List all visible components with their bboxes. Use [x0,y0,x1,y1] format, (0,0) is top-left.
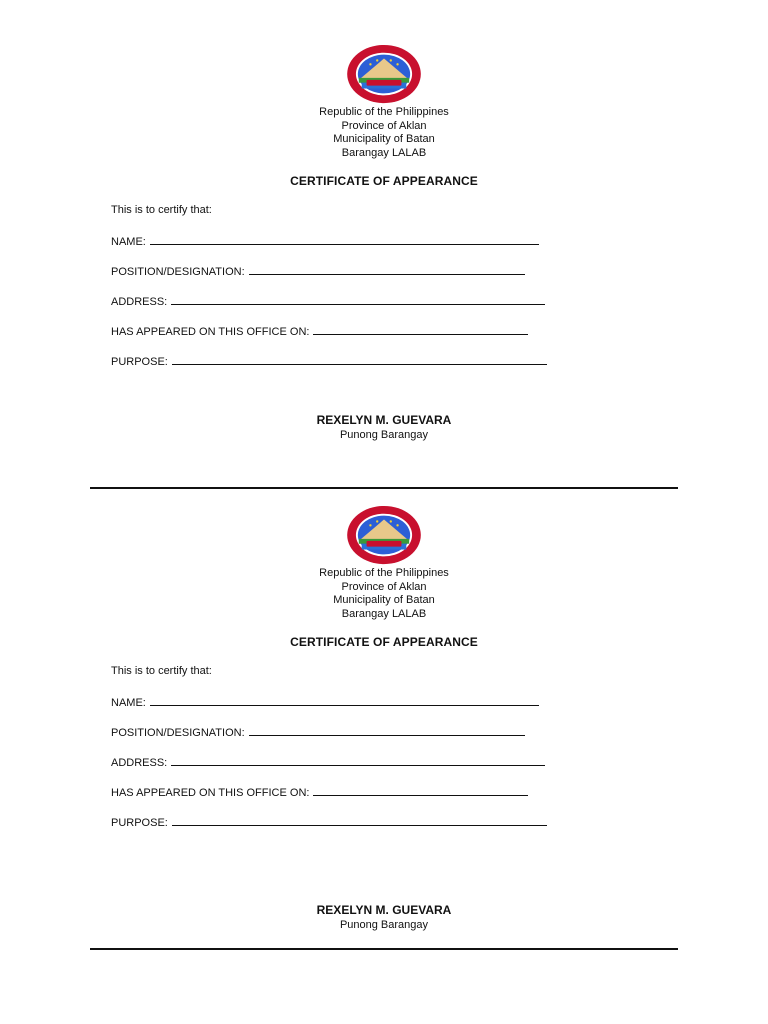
purpose-field[interactable] [111,354,547,368]
position-label: POSITION/DESIGNATION: [111,266,245,278]
certificate-1 [0,0,768,490]
purpose-blank-line[interactable] [172,815,547,826]
letterhead [0,106,768,160]
purpose-label: PURPOSE: [111,356,168,368]
appeared-blank-line[interactable] [313,785,528,796]
name-label: NAME: [111,697,146,709]
position-blank-line[interactable] [249,264,525,275]
bottom-divider [90,948,678,950]
certify-intro: This is to certify that: [111,665,212,677]
signatory-position: Punong Barangay [339,429,429,441]
certificate-2 [0,461,768,951]
address-blank-line[interactable] [171,755,545,766]
name-blank-line[interactable] [150,234,539,245]
address-field[interactable] [111,294,545,308]
purpose-blank-line[interactable] [172,354,547,365]
position-field[interactable] [111,264,525,278]
name-field[interactable] [111,695,539,709]
signatory-name: REXELYN M. GUEVARA [316,903,452,917]
appeared-label: HAS APPEARED ON THIS OFFICE ON: [111,787,310,799]
header-country: Republic of the Philippines [319,106,449,118]
position-field[interactable] [111,725,525,739]
header-province: Province of Aklan [341,119,427,132]
address-blank-line[interactable] [171,294,545,305]
certificate-title: CERTIFICATE OF APPEARANCE [290,174,478,188]
address-label: ADDRESS: [111,296,168,308]
header-province: Province of Aklan [341,580,427,593]
appeared-date-field[interactable] [111,785,528,799]
header-municipality: Municipality of Batan [333,133,435,146]
purpose-label: PURPOSE: [111,817,168,829]
address-label: ADDRESS: [111,757,168,769]
appeared-blank-line[interactable] [313,324,528,335]
certify-intro: This is to certify that: [111,204,212,216]
purpose-field[interactable] [111,815,547,829]
address-field[interactable] [111,755,545,769]
position-label: POSITION/DESIGNATION: [111,727,245,739]
header-municipality: Municipality of Batan [333,594,435,607]
name-label: NAME: [111,236,146,248]
signatory-position: Punong Barangay [339,919,429,931]
barangay-seal-logo [345,43,423,105]
signatory-name: REXELYN M. GUEVARA [316,413,452,427]
signatory-block [0,902,768,932]
header-barangay: Barangay LALAB [341,146,427,159]
appeared-date-field[interactable] [111,324,528,338]
appeared-label: HAS APPEARED ON THIS OFFICE ON: [111,326,310,338]
position-blank-line[interactable] [249,725,525,736]
header-country: Republic of the Philippines [319,567,449,579]
letterhead [0,567,768,621]
header-barangay: Barangay LALAB [341,607,427,620]
name-blank-line[interactable] [150,695,539,706]
name-field[interactable] [111,234,539,248]
barangay-seal-logo [345,504,423,566]
certificate-title: CERTIFICATE OF APPEARANCE [290,635,478,649]
signatory-block [0,412,768,442]
